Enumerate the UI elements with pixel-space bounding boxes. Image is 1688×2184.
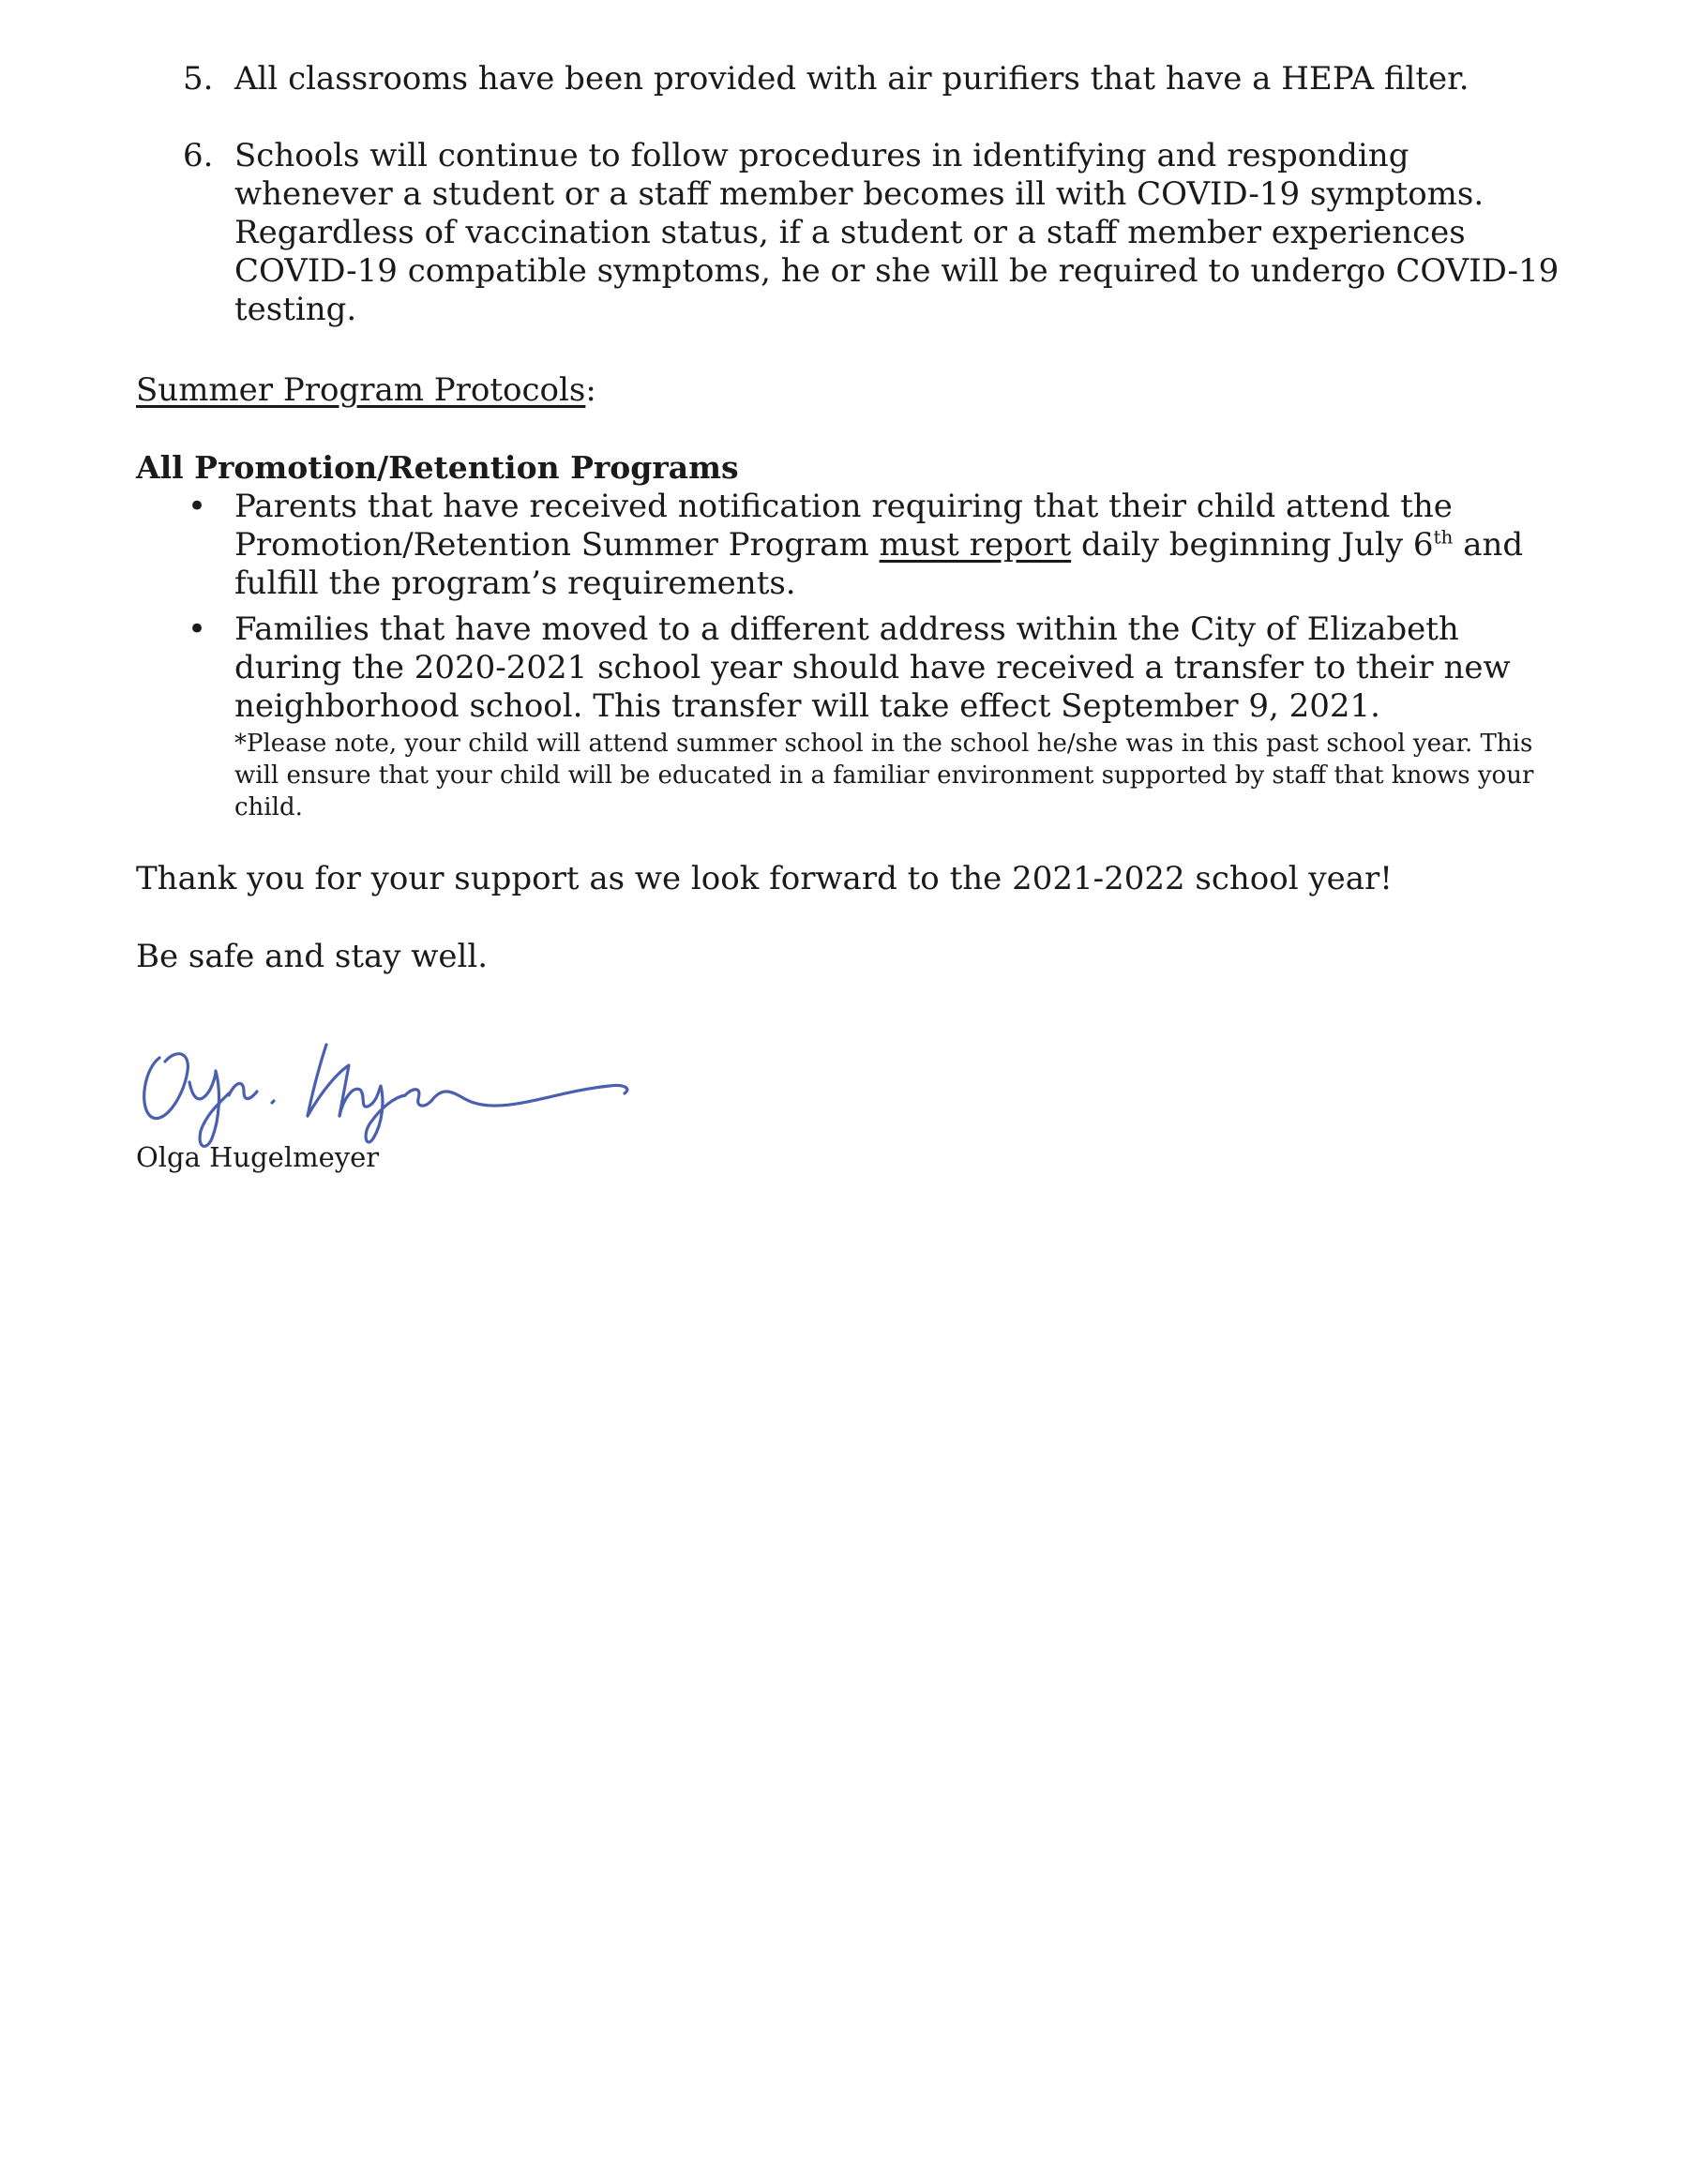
please-note-text: *Please note, your child will attend summer school in the school he/she was in this past school year. This will ensure that your child will be educated in a familiar environment supported by staff that knows your child. — [234, 730, 1534, 821]
signer-name: Olga Hugelmeyer — [136, 1141, 380, 1173]
section-label-text: Summer Program Protocols — [136, 371, 586, 409]
section-label-suffix: : — [585, 371, 596, 409]
list-item-6 — [183, 137, 1571, 329]
list-item-5 — [183, 60, 1571, 98]
closing-paragraph: Be safe and stay well. — [136, 938, 489, 975]
list-number: 6. — [183, 137, 214, 174]
summer-program-protocols-heading — [136, 371, 596, 410]
handwritten-signature — [131, 1011, 656, 1152]
bullet-icon: • — [188, 488, 207, 525]
must-report-text: must report — [879, 526, 1072, 564]
bullet-text: Families that have moved to a different address within the City of Elizabeth during the 2020-2021 school year should have received a transfer to their new neighborhood school. This transfer will take effect September 9, 2021. — [234, 610, 1511, 725]
bullet-item-families — [188, 610, 1575, 726]
bullet-item-parents — [188, 488, 1575, 603]
list-item-text: All classrooms have been provided with air purifiers that have a HEPA filter. — [234, 60, 1469, 98]
list-number: 5. — [183, 60, 214, 98]
thank-you-paragraph: Thank you for your support as we look forward to the 2021-2022 school year! — [136, 860, 1393, 897]
list-item-text: Schools will continue to follow procedures in identifying and responding whenever a student or a staff member becomes ill with COVID-19 symptoms. Regardless of vaccination status, if a student or a staff member experiences COVID-19 compatible symptoms, he or she will be required to undergo COVID-19 testing. — [234, 137, 1560, 328]
bullet-text: Parents that have received notification requiring that their child attend the Promotion/Retention Summer Program must report daily beginning July 6th and fulfill the program’s requirements. — [234, 488, 1524, 602]
bullet-icon: • — [188, 610, 207, 648]
programs-heading: All Promotion/Retention Programs — [136, 449, 739, 486]
